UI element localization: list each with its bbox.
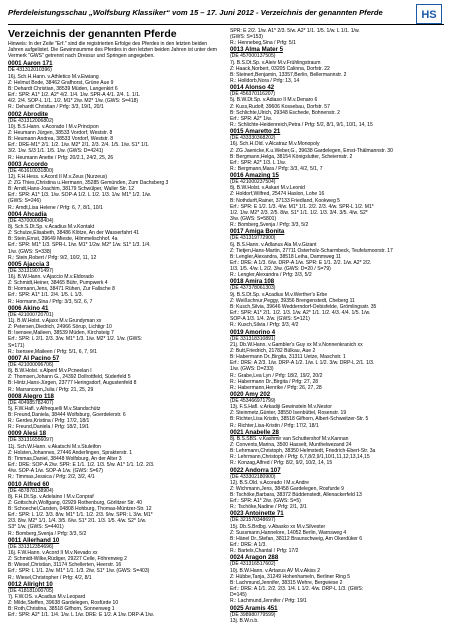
horse-detail-line: (DE 421000237504)	[230, 179, 276, 186]
horse-detail-line: B: Roth,Christina, 38518 Gifhorn, Sonnenweg 1	[8, 606, 115, 613]
horse-detail-line: R.: Wiesel,Christopher / Prfg: 4/2, 8/1	[8, 574, 92, 581]
horse-detail-line: B: Hintz,Hans-Jürgen, 23777 Heringsdorf, Augustenfeld 8	[8, 380, 137, 387]
right-column	[230, 28, 444, 624]
horse-entry	[230, 391, 444, 429]
horse-name: 0015 Amaretto 21	[230, 128, 281, 136]
svg-text:HS: HS	[421, 9, 437, 21]
horse-detail-line: Erf.: SPR: E 1/2. 1/3. 4/w. M1* 1/1. 2/2. 2/3. 4/w. SPR-L 1/2. M1*	[230, 203, 374, 210]
horse-detail-line: Z: Hübbe,Tanja, 31249 Hohenhameln, Berliner Ring 5	[230, 573, 351, 580]
horse-detail-line: Z: Milde,Steffen, 39638 Gardelegen, Rosfürde 10	[8, 600, 119, 607]
horse-name: 0003 Accordo	[8, 160, 48, 168]
horse-detail-line: 4/w. SOP-A 1/w. SOP-A 1/w. (GWS: S=67)	[8, 468, 103, 475]
horse-entry	[8, 211, 222, 261]
horse-detail-line: Erf.: SPR: L 2/1. 2/3. 3/w. M1* 1/3. 1/w. M2* 1/2. 1/w. (GWS:	[8, 336, 143, 343]
horse-detail-line: 8j. B.S.SBS. v.Kashmir van Schuttershof M.v.Kannan	[230, 435, 349, 442]
horse-detail-line: Z: Haack,Norbert, 03205 Calinna, Dorfstr. 22	[230, 65, 330, 72]
horse-name: 0020 Amy 202	[230, 390, 271, 398]
horse-detail-line: 8j. B.W.Holst. v.Alpenl M.v.Pcneelan I	[8, 368, 92, 375]
horse-name: 0008 Alegro 118	[8, 392, 54, 400]
horse-detail-line: B: Richter,Lisa Kristin, 38518 Gifhorn, Albert-Schweitzer-Str. 5	[230, 416, 369, 423]
horse-detail-line: 6j. B.S.Hann. v.Adlanus Ala M.v.Gizant	[230, 241, 317, 248]
horse-detail-line: (GWS: S=246)	[8, 198, 41, 205]
horse-name: 0011 Allerhand 10	[8, 536, 60, 544]
horse-entry	[230, 554, 444, 604]
horse-name: 0019 Amorino 4	[230, 328, 276, 336]
horse-detail-line: R.: Bergmann,Mara / Prfg: 3/3, 4/2, 5/1, 7	[230, 165, 323, 172]
horse-detail-line: 1/2. 1/w. M2* 2/3. 2/5. 8/w. S1* 1/1. 1/2. 1/3. 3/4. 3/5. 4/w. S2*	[230, 209, 368, 216]
horse-detail-line: Z: Sussmann,Hannelore, 14052 Berlin, Warnsweg 4	[230, 529, 347, 536]
horse-detail-line: R.: Holldorb,Nora / Prfg: 13, 14	[230, 78, 300, 85]
horse-detail-line: B: Habermann Dr.,Birgita, 31311 Uetze, Maschstr. 1	[230, 354, 346, 361]
horse-detail-line: (DE 331316556097)	[8, 437, 54, 444]
horse-detail-line: (DE 487878138904)	[8, 487, 54, 494]
horse-detail-line: B: Bergmann,Helga, 38154 Königslutter, Scheiernstr. 2	[230, 153, 353, 160]
right-entry-list	[230, 28, 444, 624]
horse-detail-line: 8j. F.H.Dt.Sp. v.Adelaino I M.v.Conpraf	[8, 493, 94, 500]
horse-detail-line: 3/2. 1/w. S/3 1/1. 1/5. 1/w. (GWS: D=4241)	[8, 148, 104, 155]
horse-detail-line: Erf.: SPR: M1* 1/3. SPR-L 1/w. M1* 1/2w. M2* 1/w. S1* 1/3. 1/4.	[8, 242, 151, 249]
horse-detail-line: B: Nothdurft,Rainer, 37133 Friedland, Kookweg 5	[230, 197, 340, 204]
horse-detail-line: Erf.: DRE: SOP-A 2/w. SPR: E 1/1. 1/2. 1/3. 5/w. A1* 1/1. 1/2. 2/3.	[8, 462, 155, 469]
intro-note: Hinweis: In der Zeile "Erf." sind die registrierten Erfolge des Pferdes in den letzten beiden Jahren aufgelistet. Die Gewinnsumme des Pferdes in den letzten beiden Jahren ist unter dem Vermerk "GWS" getrennt nach Dressur und Springen angegeben.	[8, 41, 218, 60]
horse-detail-line: (GWS: S=153)	[230, 34, 263, 41]
horse-detail-line: R.: Freund,Daniela / Prfg: 18/2, 19/1	[8, 424, 90, 431]
left-entry-list	[8, 60, 222, 618]
horse-name: 0006 Akino 41	[8, 304, 49, 312]
horse-detail-line: SPR: E 2/2. 1/w. A1* 2/3. 5/w. A2* 1/1. 1/5. 1/w. L 1/1. 1/w.	[230, 28, 360, 34]
horse-detail-line: 10j. B.W.Hann. v.Artaxus AV M.v.Akiss 2	[230, 567, 321, 574]
horse-name: 0016 Amazing 15	[230, 172, 279, 180]
horse-detail-line: Z: Heumann Jürgen, 38533 Vordorf, Weststr. 8	[8, 129, 113, 136]
horse-detail-line: Z: Schmidt,Heiner, 38465 Bühr, Pumpwerk 4	[8, 280, 108, 287]
horse-detail-line: Erf.: SPR: A1* 2/1. 1/2. 1/3. 1/w. A2* 1/1. 1/2. 4/3. 4/4. 1/5. 1/w.	[230, 310, 371, 317]
horse-name: 0004 Ahcadia	[8, 210, 47, 218]
horse-detail-line: B: Kusch,Silvia, 39646 Wedderndorf-Oebisfelde, Grömlingsstr. 35	[230, 303, 377, 310]
event-logo-icon	[416, 4, 442, 24]
horse-detail-line: Z: Steinmetz,Günter, 38550 Isenbüttel, Rosenstr. 19	[230, 410, 347, 417]
horse-detail-line: B: Steinert,Benjamin, 13357,Berlin, Bellermannstr. 2	[230, 71, 347, 78]
horse-entry	[230, 429, 444, 467]
horse-detail-line: R.: Lehrmann,Christoph / Prfg: 6,7,8/2,9/1,10/1,11,12,13,14,15	[230, 454, 370, 461]
horse-detail-line: R.: Hormann,Sina / Prfg: 3/3, 5/2, 6, 7	[8, 298, 93, 305]
horse-detail-line: 8j. B.W.Holst. v.Askari M.v.Leonid	[230, 185, 305, 192]
horse-entry	[230, 510, 444, 554]
horse-detail-line: (DE 421000096706)	[8, 361, 54, 368]
horse-detail-line: (DE 437378061303)	[230, 285, 276, 292]
horse-detail-line: (DE 331312354696)	[8, 543, 54, 550]
horse-name: 0022 Andorra 107	[230, 466, 281, 474]
horse-name: 0005 Ajaccia 3	[8, 260, 50, 268]
page-header	[8, 4, 444, 26]
horse-detail-line: Z: Helmut Bode, 38462 Grafhorst, Grüne Aue 9	[8, 79, 114, 86]
horse-detail-line: Erf.: DRE-M1* 2/1. 1/2. 1/w. M2* 2/1. 2/3. 2/4. 1/5. 1/w. S1* 1/1.	[8, 142, 150, 149]
header-rule	[8, 24, 444, 25]
horse-entry	[8, 111, 222, 161]
horse-detail-line: 12j. B.S.Old. v.Acorado I M.v.Andre	[230, 479, 309, 486]
horse-detail-line: R.: Isensee,Maileen / Prfg: 5/1, 6, 7, 9/1	[8, 348, 97, 355]
horse-entry	[230, 172, 444, 228]
horse-detail-line: R.: Habermann,Henrike / Prfg: 26, 27, 28	[230, 384, 322, 391]
horse-detail-line: Z: Holsten,Johannes, 27446 Anderlingen, Sprakterstr. 1	[8, 449, 133, 456]
horse-detail-line: 7j. F.W.OS. v.Acadius M.v.Leopard	[8, 593, 86, 600]
document-title: Verzeichnis der genannten Pferde	[8, 28, 177, 40]
horse-detail-line: Erf.: SPR: A1* 1/2. A2* 4/2. 1/4. 1/w. SPR-A 4/1. 2/4. 1. 1/1.	[8, 92, 141, 99]
horse-detail-line: 4/2. 2/4. SOP-L 1/1. 1/2. M1* 2/w. M2* 1/w. (GWS: S=418)	[8, 98, 139, 105]
horse-detail-line: B: Tschöke,Barbara, 38372 Büddenstedt, Allenackerfeld 13	[230, 492, 362, 498]
horse-entry	[8, 161, 222, 211]
horse-detail-line: (DE 431316517602)	[230, 561, 276, 568]
page-header-title: Pferdeleistungsschau „Wolfsburg Klassiker“ vom 15 – 17. Juni 2012 - Verzeichnis der genannten Pferde	[8, 8, 383, 17]
horse-detail-line: (DE 421000720701)	[8, 311, 54, 318]
horse-detail-line: R.: Tschöke,Nadine / Prfg: 2/1, 3/1	[230, 504, 307, 511]
horse-detail-line: B: Isensee,Maileen, 38539 Müden, Kirchsteig 7	[8, 330, 114, 337]
horse-detail-line: R.: Lachmund,Jennifer / Prfg: 19/1	[230, 598, 307, 605]
horse-name: 0013 Alma Mater 5	[230, 46, 283, 54]
horse-detail-line: Z: Schulze,Elisabeth, 38486 Klötze, An der Wasserfahrt 41	[8, 230, 140, 237]
horse-detail-line: 7j. B.S.Dt.Sp. v.Aleiv M.v.Frühlingstraum	[230, 59, 321, 66]
horse-detail-line: R.: Hennebeg,Sina / Prfg: 5/1	[230, 40, 296, 47]
horse-entry	[8, 581, 222, 619]
horse-name: 0001 Aaron 171	[8, 60, 53, 68]
horse-detail-line: Erf.: DRE: A 2/3. 1/w. DRP-A 1/2. 1/w. L 1/2. 3/w. DRP-L 2/1. 1/3.	[230, 360, 375, 367]
horse-detail-line: (DE 404985782407)	[8, 399, 54, 406]
horse-detail-line: Erf.: SPR: A1* 1/3. 1/w. SOP-A 1/2. L 1/2. 1/3. 1/w. M1* 1/2. 1/w.	[8, 192, 152, 199]
horse-detail-line: B: Schlichte,Ulrich, 29348 Eschede, Bohnenstr. 2	[230, 109, 340, 116]
horse-detail-line: B: Hänel Dr.,Stefan, 38112 Braunschweig, Am Okerdüker 6	[230, 535, 363, 542]
horse-detail-line: R.: Kusch,Silvia / Prfg: 3/3, 4/2	[230, 322, 299, 329]
horse-detail-line: 2/3. 8/w. M2* 1/1. 1/4. 3/5. 6/w. S1* 2/1. 1/3. 1/5. 4/w. S2* 1/w.	[8, 518, 147, 525]
horse-detail-line: R.: Bomberg,Svenja / Prfg: 3/3, 5/2	[230, 222, 309, 229]
horse-detail-line: 5j. F.W.Hafl. v.Alfrequelli M.v.Standschütz	[8, 405, 101, 412]
horse-detail-line: 3/w. (GWS: S=5801)	[230, 216, 277, 223]
horse-detail-line: (DE 398980779599)	[230, 611, 276, 618]
horse-detail-line: DE 431312010396)	[8, 67, 52, 74]
horse-detail-line: Z: Wichmann,Jens, 38458 Gardelegen, Rosfurde 9	[230, 485, 344, 492]
horse-detail-line: R.: Bartels,Chantal / Prfg: 17/2	[230, 548, 299, 555]
horse-name: 0002 Abrodite	[8, 110, 49, 118]
left-column	[8, 28, 222, 619]
horse-detail-line: (DE 331319071497)	[8, 267, 54, 274]
horse-entry	[230, 28, 444, 46]
horse-detail-line: Z: Schmidt-Wilke,Rüdiger, 29227 Celle, Föhrenweg 2	[8, 556, 127, 563]
horse-detail-line: B: Dehardt Christian, 38539 Müden, Langenkirt 6	[8, 85, 118, 92]
horse-detail-line: 1/3. 1/5. 4/w. L 2/2. 3/w. (GWS: D=20 / S=79)	[230, 266, 331, 273]
horse-entry	[8, 305, 222, 355]
horse-detail-line: Z: Petersen,Diedrich, 24966 Sörup, Lichtigr 10	[8, 324, 112, 331]
horse-detail-line: Z: Tietjen,Hans-Martin, 27711 Osterholz-Scharmbeck, Teufelsmoorstr. 17	[230, 247, 393, 254]
horse-detail-line: R.: Stein,Robert / Prfg: 9/2, 10/2, 11, 12	[8, 254, 97, 261]
horse-detail-line: 11j. Sch.W.Hann. v.Akatschi M.v.Stuleifon	[8, 443, 101, 450]
horse-name: 0014 Alonso 42	[230, 84, 275, 92]
horse-detail-line: (DE 456370116207)	[230, 91, 276, 98]
horse-entry	[230, 467, 444, 511]
horse-detail-line: B: Hormann,Jens, 38471 Rühen, Zur Fallsche 8	[8, 286, 115, 293]
horse-entry	[8, 355, 222, 393]
horse-detail-line: B: Timmas,Daniel, 38448 Wolfsburg, An der Alter 3	[8, 455, 122, 462]
horse-detail-line: B: Lehrmann,Christoph, 38350 Helmstedt, Friedrich-Ebert-Str. 3a	[230, 448, 376, 455]
horse-detail-line: 21j. Db.W.Hann. v.Gambler's Guy xx M.v.Nonnenkranich xx	[230, 341, 363, 348]
horse-detail-line: R.: Dehardt Christian / Prfg: 3/3, 19/1, 20/1	[8, 104, 104, 111]
horse-entry	[230, 128, 444, 172]
horse-detail-line: Erf.: SPR: A2* 1/3. L 1/w.	[230, 159, 286, 166]
horse-entry	[8, 481, 222, 537]
horse-detail-line: Erf.: DRE: A 1/3. 6/w. DRP-A 1/w. SPR: E 1/1. 2/2. 1/w. A2* 2/2.	[230, 260, 372, 266]
horse-detail-line: R.: Lengler,Alexandra / Prfg: 3/3, 5/2	[230, 272, 312, 279]
horse-detail-line: 11j. B.W.Holst. v.Ajaxx M.v.Grundyman xx	[8, 317, 102, 324]
horse-detail-line: B: Lachmund,Jennifer, 38315 Wehre, Bergwiese 2	[230, 579, 343, 586]
horse-detail-line: Z: Kuss,Rudolf, 39606 Kossebau, Dorfstr. 57	[230, 103, 330, 110]
horse-detail-line: (DE 431312006802)	[8, 117, 54, 124]
horse-detail-line: 10j. B.S.Hann. v.Acorado I M.v.Principon	[8, 123, 99, 130]
horse-detail-line: Erf.: DRE: A 1/1. 2/2. 2/3. 1/4. L 1/2. 4/w. DRP-L 1/3. (GWS:	[230, 586, 364, 593]
horse-detail-line: (DE 321570348697)	[230, 517, 276, 524]
horse-entry	[8, 430, 222, 480]
horse-detail-line: Z: ZG Jaenicke,K.u.Weber,G., 39638 Gardelegen, Ernst-Thälmannstr. 30	[230, 147, 393, 154]
horse-detail-line: Z: Weißschnur,Peggy, 39356 Brengenstedt, Cheberg 11	[230, 297, 355, 304]
horse-detail-line: 16j. B.W.Hann. v.Ajaccio M.v.Eldorado	[8, 274, 94, 280]
horse-detail-line: B: Schoechel,Carsten, 04808 Hohburg, Thomas-Müntzer-Str. 12	[8, 506, 152, 512]
horse-detail-line: Erf.: SPR: A1* 2/w. (GWS: S=5)	[230, 498, 301, 505]
horse-name: 0009 Alesi 18	[8, 430, 47, 438]
horse-detail-line: (DE 437000068404)	[8, 217, 54, 224]
horse-name: 0017 Amiga Bonita	[230, 228, 285, 236]
horse-detail-line: Erf.: SPR: L 1/1. 2/w. M1* 1/1. 1/3. 2/w. S1* 1/w. (GWS: S=403)	[8, 568, 150, 575]
horse-name: 0010 Alfred 60	[8, 480, 50, 488]
horse-detail-line: Erf.: SPR: A2* 1/1. 1/4. 1/w. L 1/w. DRE: E 1/2. A 1/w. DRP-A 1/w.	[8, 612, 154, 619]
horse-detail-line: R.: Marranconn,Julia / Prfg: 21, 25, 29	[8, 386, 94, 393]
horse-entry	[8, 393, 222, 431]
horse-entry	[230, 228, 444, 278]
horse-name: 0023 Antoinette 71	[230, 510, 284, 518]
horse-entry	[8, 261, 222, 305]
horse-detail-line: B: Lengler,Alexandra, 38518 Leiha, Dammweg 11	[230, 253, 342, 260]
horse-detail-line: Erf.: SPR: A1* 1/1. 2/4. 1/5. L 1/3.	[8, 292, 83, 299]
horse-name: 0012 Allright 10	[8, 580, 53, 588]
horse-detail-line: R.: Richter,Lisa-Kristin / Prfg: 17/2, 18/1	[230, 422, 319, 429]
horse-detail-line: B: Arndt,Hans-Joachim, 38179 Schwülper, Waller Str. 12	[8, 186, 135, 193]
horse-entry	[230, 605, 444, 624]
horse-entry	[230, 46, 444, 84]
horse-detail-line: R.: Arndt,Lisa Helene / Prfg: 6, 7, 8/1, 10/1	[8, 204, 103, 211]
horse-name: 0025 Aramis 451	[230, 604, 278, 612]
horse-detail-line: (DE 457000137505)	[230, 53, 276, 60]
horse-name: 0018 Amira 108	[230, 278, 275, 286]
horse-detail-line: 1/w. (GWS: D=233)	[230, 366, 274, 373]
horse-detail-line: Z: Convents,Marina, 3500 Hasselt, Munthelwezand 24	[230, 441, 352, 448]
horse-detail-line: R.: Heumann Anette / Prfg: 20/2.1, 24/2, 25, 26	[8, 154, 114, 161]
horse-detail-line: D=145)	[230, 592, 247, 599]
horse-name: 0007 Al Pacino 57	[8, 354, 60, 362]
horse-detail-line: R.: Gerdes,Kristina / Prfg: 17/2, 18/1	[8, 418, 90, 425]
horse-detail-line: Z: Butt,Friedrich, 21782 Bülkau, Aue 2	[230, 347, 316, 354]
horse-detail-line: R.: Habermann Dr.,Birgita / Prfg: 27, 28	[230, 378, 319, 385]
horse-detail-line: 13j. F.S.Hafl. v.Arkadiji Gewinstein M.v.Nestor	[230, 404, 332, 411]
horse-detail-line: Erf.: DRE: A 1/3.	[230, 542, 267, 549]
horse-detail-line: (DE 453466971799)	[230, 397, 276, 404]
horse-detail-line: (DE 418181000705)	[8, 587, 54, 594]
horse-detail-line: Z: Gottschuh,Wolfgang, 02929 Rothenburg, Görlitzer Str. 40	[8, 499, 143, 506]
horse-detail-line: R.: Timmas,Jessica / Prfg: 2/2, 3/2, 4/1	[8, 474, 95, 481]
horse-entry	[8, 537, 222, 581]
horse-detail-line: Erf.: SPR: A2* 1/w.	[230, 115, 273, 122]
horse-detail-line: Erf.: SPR: L 1/2. 3/3. 8/w. M1* 1/1. 1/2. 2/3. 9/w. SPR: L 3/w. M1*	[8, 512, 153, 519]
horse-detail-line: (DE 433302180900)	[230, 473, 276, 480]
horse-detail-line: B: Heumann Andrea, 38533 Vordorf, Weststr. 8	[8, 136, 114, 143]
horse-detail-line: R.: Schlichte-Heidenreich,Petra / Prfg: 5/2, 8/1, 9/1, 10/1, 14, 15	[230, 122, 373, 129]
horse-detail-line: 5j. B.W.Dt.Sp. v.Adiaso II M.v.Denaro 6	[230, 97, 318, 104]
horse-detail-line: R.: Grabe,Lea Lyn / Prfg: 18/2, 19/2, 20/2	[230, 372, 323, 379]
horse-detail-line: B: Stein,Ernst, 39649 Mieste, Hilmmelischhof. 4a	[8, 236, 118, 243]
horse-detail-line: B: Wiesel,Christian, 31174 Schellerten, Heerstr. 16	[8, 562, 122, 569]
horse-detail-line: Z: ZG Thies,Christina u.Hermann, 35285 Gemünden, Zum Dachsberg 3	[8, 179, 169, 186]
horse-detail-line: 8j. Sch.S.Dt.Sp. v.Acadius M.v.Kontakt	[8, 223, 95, 230]
horse-entry	[230, 329, 444, 391]
horse-detail-line: SOP-A 1/3. 1/4. 2/w. (GWS: S=121)	[230, 316, 310, 323]
horse-detail-line: (DE 461610031800)	[8, 167, 54, 174]
horse-detail-line: Z: Holdorf,Wilfred, 25474 Haslon, Lohe 16	[230, 191, 325, 198]
horse-detail-line: Z: Thomsen,Johann G., 24392 Dollrottfeld, Süderfeld 5	[8, 374, 131, 381]
horse-detail-line: (DE 433330368202)	[230, 135, 276, 142]
horse-name: 0021 Anabelle 28	[230, 428, 279, 436]
horse-detail-line: R.: Konzag,Alfred / Prfg: 8/2, 9/2, 10/2, 14, 15	[230, 460, 333, 467]
horse-detail-line: R.: Bomberg,Svenja / Prfg: 3/3, 5/2	[8, 530, 87, 537]
horse-detail-line: 16j. Sch.H.Hann. v.Athletico M.v.Eiwiang	[8, 73, 99, 80]
horse-detail-line: (DE 331318310891)	[230, 335, 276, 342]
horse-entry	[230, 84, 444, 128]
horse-detail-line: 16j. Sch.H.Old. v.Alcatraz M.v.Monopoly	[230, 141, 320, 148]
horse-detail-line: 9j. B.S.Dt.Sp. v.Acadius M.v.Werther's Erbe	[230, 291, 328, 298]
horse-detail-line: 13j. B.W.n.b.	[230, 617, 259, 624]
horse-detail-line: 12j. F.H.Hess. v.Acord II M.v.Zeus (Nurzeus)	[8, 173, 108, 180]
horse-entry	[230, 278, 444, 328]
horse-detail-line: S3* 1/w. (GWS: S=4401)	[8, 524, 64, 531]
horse-detail-line: (DE 431319772900)	[230, 235, 276, 242]
horse-detail-line: 1/w. (GWS: S=338)	[8, 248, 52, 255]
horse-name: 0024 Aragon 288	[230, 554, 279, 562]
horse-detail-line: B: Freund,Daniela, 38444 Wolfsburg, Goerdelerstr. 6	[8, 411, 126, 418]
horse-detail-line: 15j. Db.S.Brdbg. v.Abasko xx M.v.Silvester	[230, 523, 326, 530]
horse-entry	[8, 60, 222, 110]
horse-detail-line: 16j. F.W.Hann. v.Acord II M.v.Nevado xx	[8, 549, 98, 556]
horse-detail-line: S=171)	[8, 342, 25, 349]
